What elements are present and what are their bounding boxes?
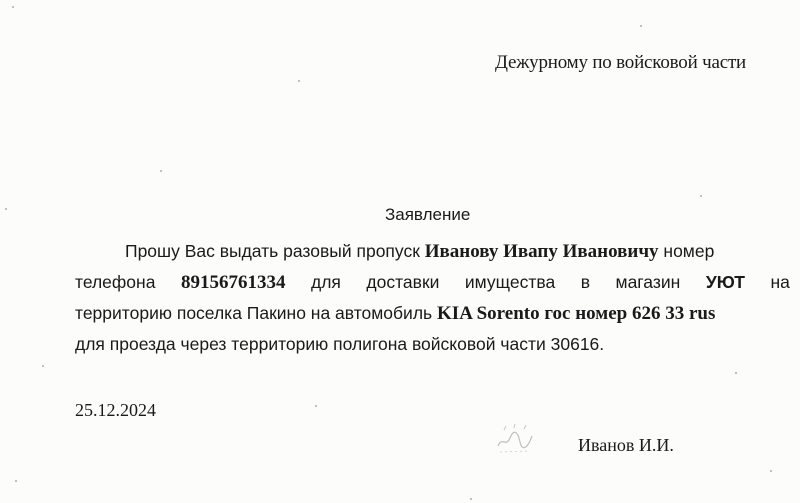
body-line-2 bbox=[75, 267, 790, 298]
scan-speck bbox=[15, 480, 17, 482]
scan-speck bbox=[700, 195, 702, 197]
body-line-4: для проезда через территорию полигона войсковой части 30616. bbox=[75, 334, 605, 354]
addressee-line: Дежурному по войсковой части bbox=[495, 52, 747, 73]
word-delivery: доставки bbox=[366, 272, 440, 292]
signature-name: Иванов И.И. bbox=[578, 435, 674, 455]
word-for: для bbox=[310, 272, 341, 292]
scan-speck bbox=[640, 25, 642, 27]
scan-speck bbox=[5, 208, 7, 210]
word-phone: телефона bbox=[75, 272, 156, 292]
license-plate: гос номер 626 33 rus bbox=[539, 303, 716, 324]
car-model: KIA Sorento bbox=[437, 303, 540, 324]
request-text: Прошу Вас выдать разовый пропуск bbox=[125, 241, 425, 261]
scan-speck bbox=[770, 470, 772, 472]
shop-name: УЮТ bbox=[705, 272, 745, 292]
territory-text: территорию поселка Пакино на автомобиль bbox=[75, 303, 438, 323]
scan-speck bbox=[735, 372, 737, 374]
scan-speck bbox=[42, 365, 44, 367]
document-body bbox=[75, 236, 790, 360]
scan-speck bbox=[160, 170, 162, 172]
scan-speck bbox=[298, 80, 300, 82]
document-title: Заявление bbox=[385, 205, 471, 224]
scan-speck bbox=[470, 498, 472, 500]
word-shop: магазин bbox=[615, 272, 681, 292]
document-date: 25.12.2024 bbox=[75, 400, 156, 420]
word-to: в bbox=[580, 272, 591, 292]
word-property: имущества bbox=[464, 272, 556, 292]
scan-speck bbox=[12, 6, 14, 8]
phone-number: 89156761334 bbox=[180, 272, 286, 293]
body-line-1 bbox=[75, 236, 790, 267]
number-word: номер bbox=[658, 241, 715, 261]
recipient-name: Иванову Ивапу Ивановичу bbox=[424, 241, 659, 262]
signature-mark bbox=[490, 418, 540, 458]
word-on: на bbox=[770, 272, 790, 292]
body-line-3 bbox=[75, 298, 790, 329]
scan-speck bbox=[315, 405, 317, 407]
